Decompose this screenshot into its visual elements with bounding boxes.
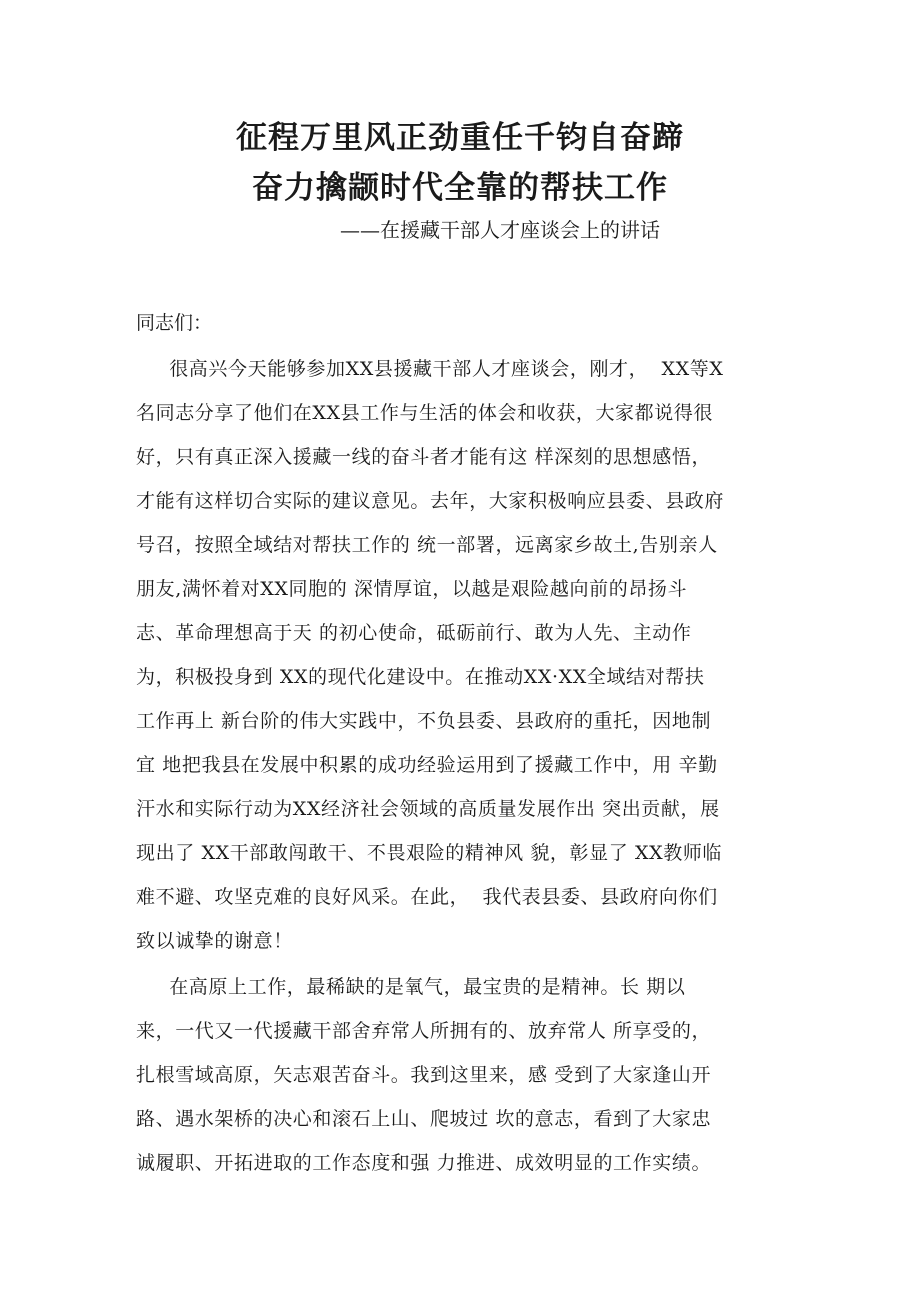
paragraph-line: 在高原上工作，最稀缺的是氧气，最宝贵的是精神。长 期以 [136,976,686,998]
paragraph-line: 才能有这样切合实际的建议意见。去年，大家积极响应县委、县政府 [136,490,725,512]
paragraph-line: 扎根雪域高原，矢志艰苦奋斗。我到这里来，感 受到了大家逢山开 [136,1064,712,1086]
title-line-1: 征程万里风正劲重任千钧自奋蹄 [236,120,684,156]
paragraph-line: 号召，按照全域结对帮扶工作的 统一部署，远离家乡故土,告别亲人 [136,534,718,556]
paragraph-line: 为，积极投身到 XX的现代化建设中。在推动XX·XX全域结对帮扶 [136,666,705,688]
salutation: 同志们： [136,312,213,334]
paragraph-line: 很高兴今天能够参加XX县援藏干部人才座谈会，刚才， XX等X [136,358,724,380]
paragraph-line: 志、革命理想高于天 的初心使命，砥砺前行、敢为人先、主动作 [136,622,692,644]
paragraph-line: 现出了 XX干部敢闯敢干、不畏艰险的精神风 貌，彰显了 XX教师临 [136,842,723,864]
paragraph-line: 宜 地把我县在发展中积累的成功经验运用到了援藏工作中，用 辛勤 [136,754,718,776]
title-line-2: 奋力擒颛时代全靠的帮扶工作 [252,170,668,206]
paragraph-line: 路、遇水架桥的决心和滚石上山、爬坡过 坎的意志，看到了大家忠 [136,1108,712,1130]
paragraph-line: 好，只有真正深入援藏一线的奋斗者才能有这 样深刻的思想感悟， [136,446,712,468]
paragraph-line: 来，一代又一代援藏干部舍弃常人所拥有的、放弃常人 所享受的， [136,1020,712,1042]
paragraph-line: 诚履职、开拓进取的工作态度和强 力推进、成效明显的工作实绩。 [136,1152,712,1174]
paragraph-line: 名同志分享了他们在XX县工作与生活的体会和收获，大家都说得很 [136,402,714,424]
subtitle: ——在援藏干部人才座谈会上的讲话 [340,218,660,242]
paragraph-line: 汗水和实际行动为XX经济社会领域的高质量发展作出 突出贡献，展 [136,798,720,820]
paragraph-line: 难不避、攻坚克难的良好风采。在此， 我代表县委、县政府向你们 [136,886,718,908]
paragraph-line: 工作再上 新台阶的伟大实践中，不负县委、县政府的重托，因地制 [136,710,712,732]
paragraph-line: 朋友,满怀着对XX同胞的 深情厚谊，以越是艰险越向前的昂扬斗 [136,578,688,600]
paragraph-line: 致以诚挚的谢意！ [136,930,293,952]
